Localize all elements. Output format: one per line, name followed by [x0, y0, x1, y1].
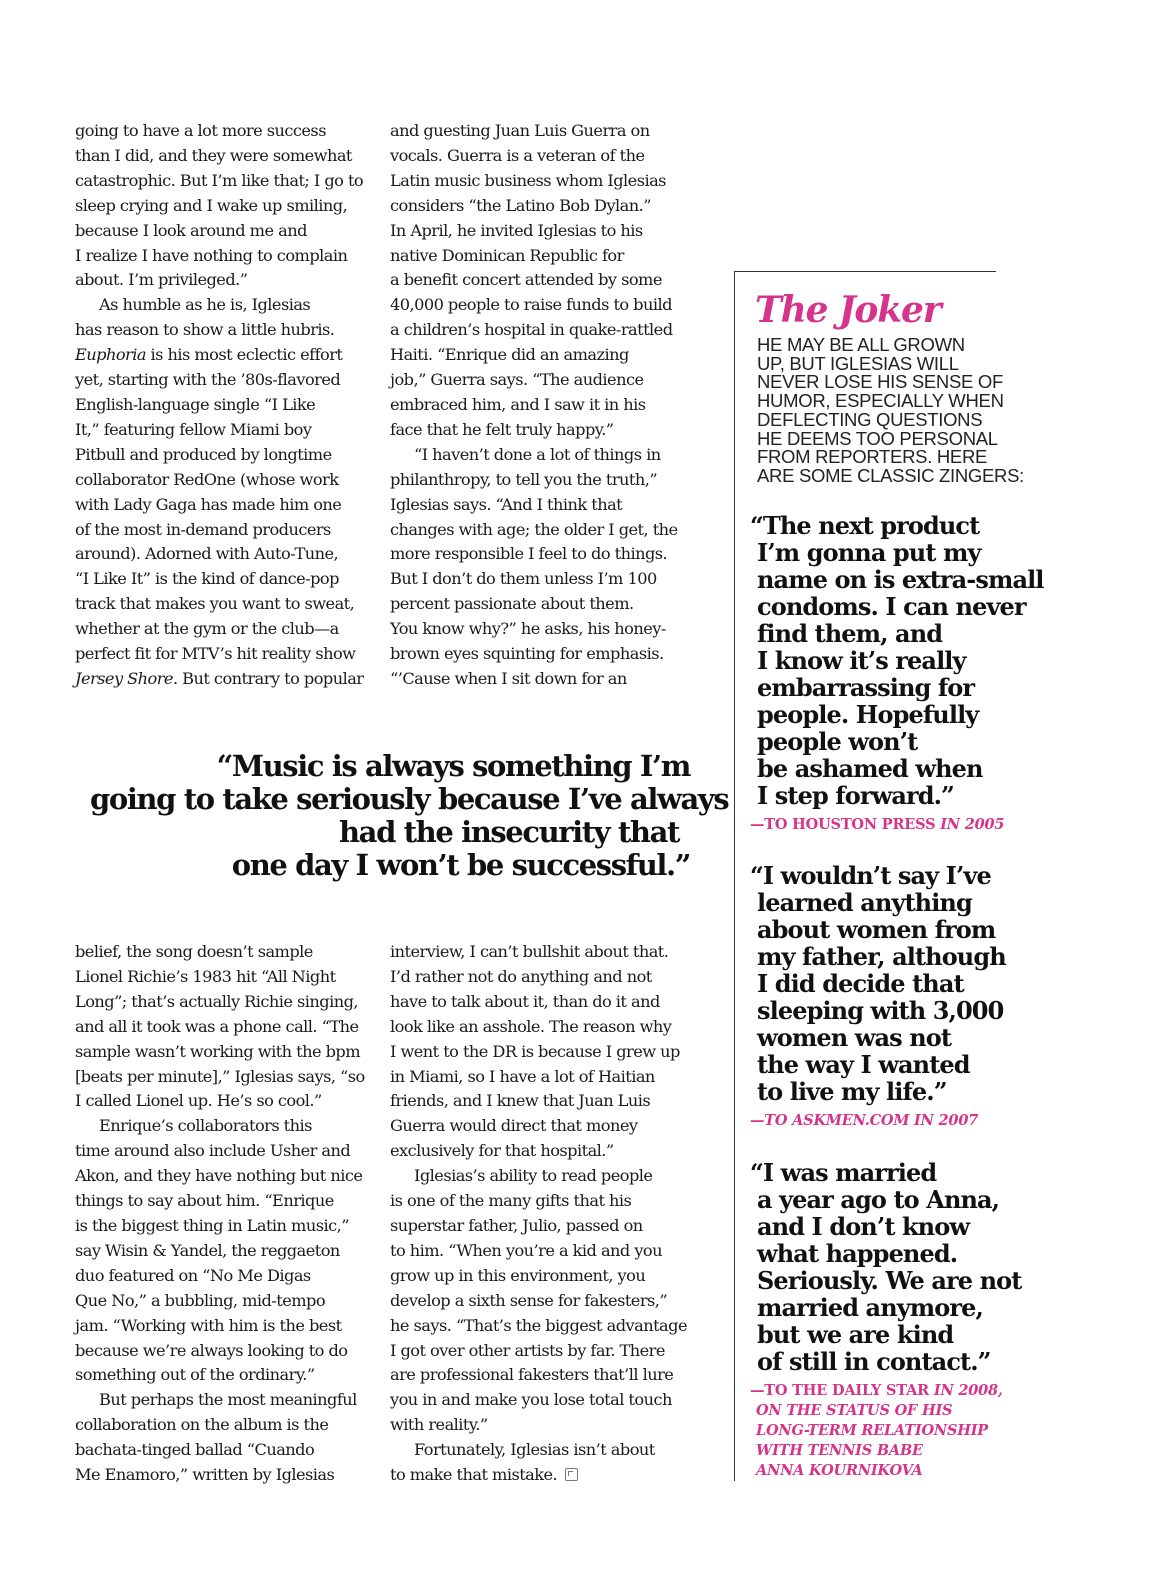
paragraph: and guesting Juan Luis Guerra on vocals. Guerra is a veteran of the Latin music business whom Iglesias considers “the Latino Bob Dylan.” In April, he invited Iglesias to his native Dominican Republic for a benefit concert attended by some 40,000 people to raise funds to build a children’s hospital in quake-rattled Haiti. “Enrique did an amazing job,” Guerra says. “The audience embraced him, and I saw it in his face that he felt truly happy.”: [390, 121, 673, 439]
article-column-1: [75, 119, 375, 692]
paragraph: interview, I can’t bullshit about that. I’d rather not do anything and not have to talk about it, than do it and look like an asshole. The reason why I went to the DR is because I grew up in Miami, so I have a lot of Haitian friends, and I knew that Juan Luis Guerra would direct that money exclusively for that hospital.”: [390, 942, 680, 1161]
zinger-text: “The next product I’m gonna put my name on is extra-small condoms. I can never find them, and I know it’s really embarrassing for people. Hopefully people won’t be ashamed when I step forward.”: [750, 511, 1044, 810]
paragraph: But perhaps the most meaningful collaboration on the album is the bachata-tinged ballad “Cuando Me Enamoro,” written by Iglesias: [75, 1390, 357, 1485]
article-column-4: [390, 940, 690, 1488]
paragraph: Iglesias’s ability to read people is one of the many gifts that his superstar father, Julio, passed on to him. “When you’re a kid and you grow up in this environment, you develop a sixth sense for fakesters,” he says. “That’s the biggest advantage I got over other artists by far. There are professional fakesters that’ll lure you in and make you lose total touch with reality.”: [390, 1166, 687, 1435]
paragraph: belief, the song doesn’t sample Lionel Richie’s 1983 hit “All Night Long”; that’s actually Richie singing, and all it took was a phone call. “The sample wasn’t working with the bpm [beats per minute],” Iglesias says, “so I called Lionel up. He’s so cool.”: [75, 942, 365, 1111]
paragraph: Enrique’s collaborators this time around also include Usher and Akon, and they have nothing but nice things to say about him. “Enrique is the biggest thing in Latin music,” say Wisin & Yandel, the reggaeton duo featured on “No Me Digas Que No,” a bubbling, mid-tempo jam. “Working with him is the best because we’re always looking to do something out of the ordinary.”: [75, 1116, 363, 1385]
sidebar-intro: HE MAY BE ALL GROWN UP, BUT IGLESIAS WILL NEVER LOSE HIS SENSE OF HUMOR, ESPECIALLY WHEN DEFLECTING QUESTIONS HE DEEMS TOO PERSONAL FROM REPORTERS. HERE ARE SOME CLASSIC ZINGERS:: [757, 334, 1024, 486]
zinger-source: —TO HOUSTON PRESS IN 2005: [750, 816, 1005, 833]
paragraph: Fortunately, Iglesias isn’t about to make that mistake.: [390, 1438, 690, 1488]
final-line: to make that mistake.: [390, 1463, 690, 1488]
end-mark-icon: [565, 1468, 578, 1481]
article-column-3: [75, 940, 375, 1488]
zinger-quote: [750, 862, 1050, 1131]
zinger-text: “I wouldn’t say I’ve learned anything about women from my father, although I did decide that sleeping with 3,000 women was not the way I wanted to live my life.”: [750, 861, 1006, 1106]
jersey-line: Jersey Shore. But contrary to popular: [75, 668, 364, 688]
sidebar-rule-vertical: [734, 271, 735, 1481]
paragraph: As humble as he is, Iglesias has reason to show a little hubris. Euphoria is his most eclectic effort yet, starting with the ’80s-flavored English-language single “I Like It,” featuring fellow Miami boy Pitbull and produced by longtime collaborator RedOne (whose work with Lady Gaga has made him one of the most in-demand producers around). Adorned with Auto-Tune, “I Like It” is the kind of dance-pop track that makes you want to sweat, whether at the gym or the club—a perfect fit for MTV’s hit reality show Jersey Shore. But contrary to popular: [75, 293, 375, 692]
show-title: Jersey Shore: [75, 668, 173, 688]
paragraph: going to have a lot more success than I did, and they were somewhat catastrophic. But I’m like that; I go to sleep crying and I wake up smiling, because I look around me and I realize I have nothing to complain about. I’m privileged.”: [75, 121, 364, 290]
zinger-quote: [750, 512, 1050, 835]
zinger-quote: [750, 1159, 1050, 1481]
album-title: Euphoria: [75, 345, 146, 365]
sidebar-title: The Joker: [755, 289, 941, 331]
pull-quote: “Music is always something I’m going to take seriously because I’ve always had the insecurity that one day I won’t be successful.”: [90, 749, 729, 882]
paragraph: “I haven’t done a lot of things in philanthropy, to tell you the truth,” Iglesias says. “And I think that changes with age; the older I get, the more responsible I feel to do things. But I don’t do them unless I’m 100 percent passionate about them. You know why?” he asks, his honey- brown eyes squinting for emphasis. “’Cause when I sit down for an: [390, 444, 678, 688]
euphoria-line: Euphoria is his most eclectic effort: [75, 345, 343, 365]
sidebar-rule-horizontal: [734, 271, 996, 272]
zinger-text: “I was married a year ago to Anna, and I don’t know what happened. Seriously. We are not married anymore, but we are kind of still in contact.”: [750, 1158, 1022, 1376]
zinger-source: —TO ASKMEN.COM IN 2007: [750, 1112, 979, 1129]
zinger-source: —TO THE DAILY STAR IN 2008, ON THE STATUS OF HIS LONG-TERM RELATIONSHIP WITH TENNIS BABE ANNA KOURNIKOVA: [750, 1382, 1003, 1479]
article-column-2: [390, 119, 690, 692]
